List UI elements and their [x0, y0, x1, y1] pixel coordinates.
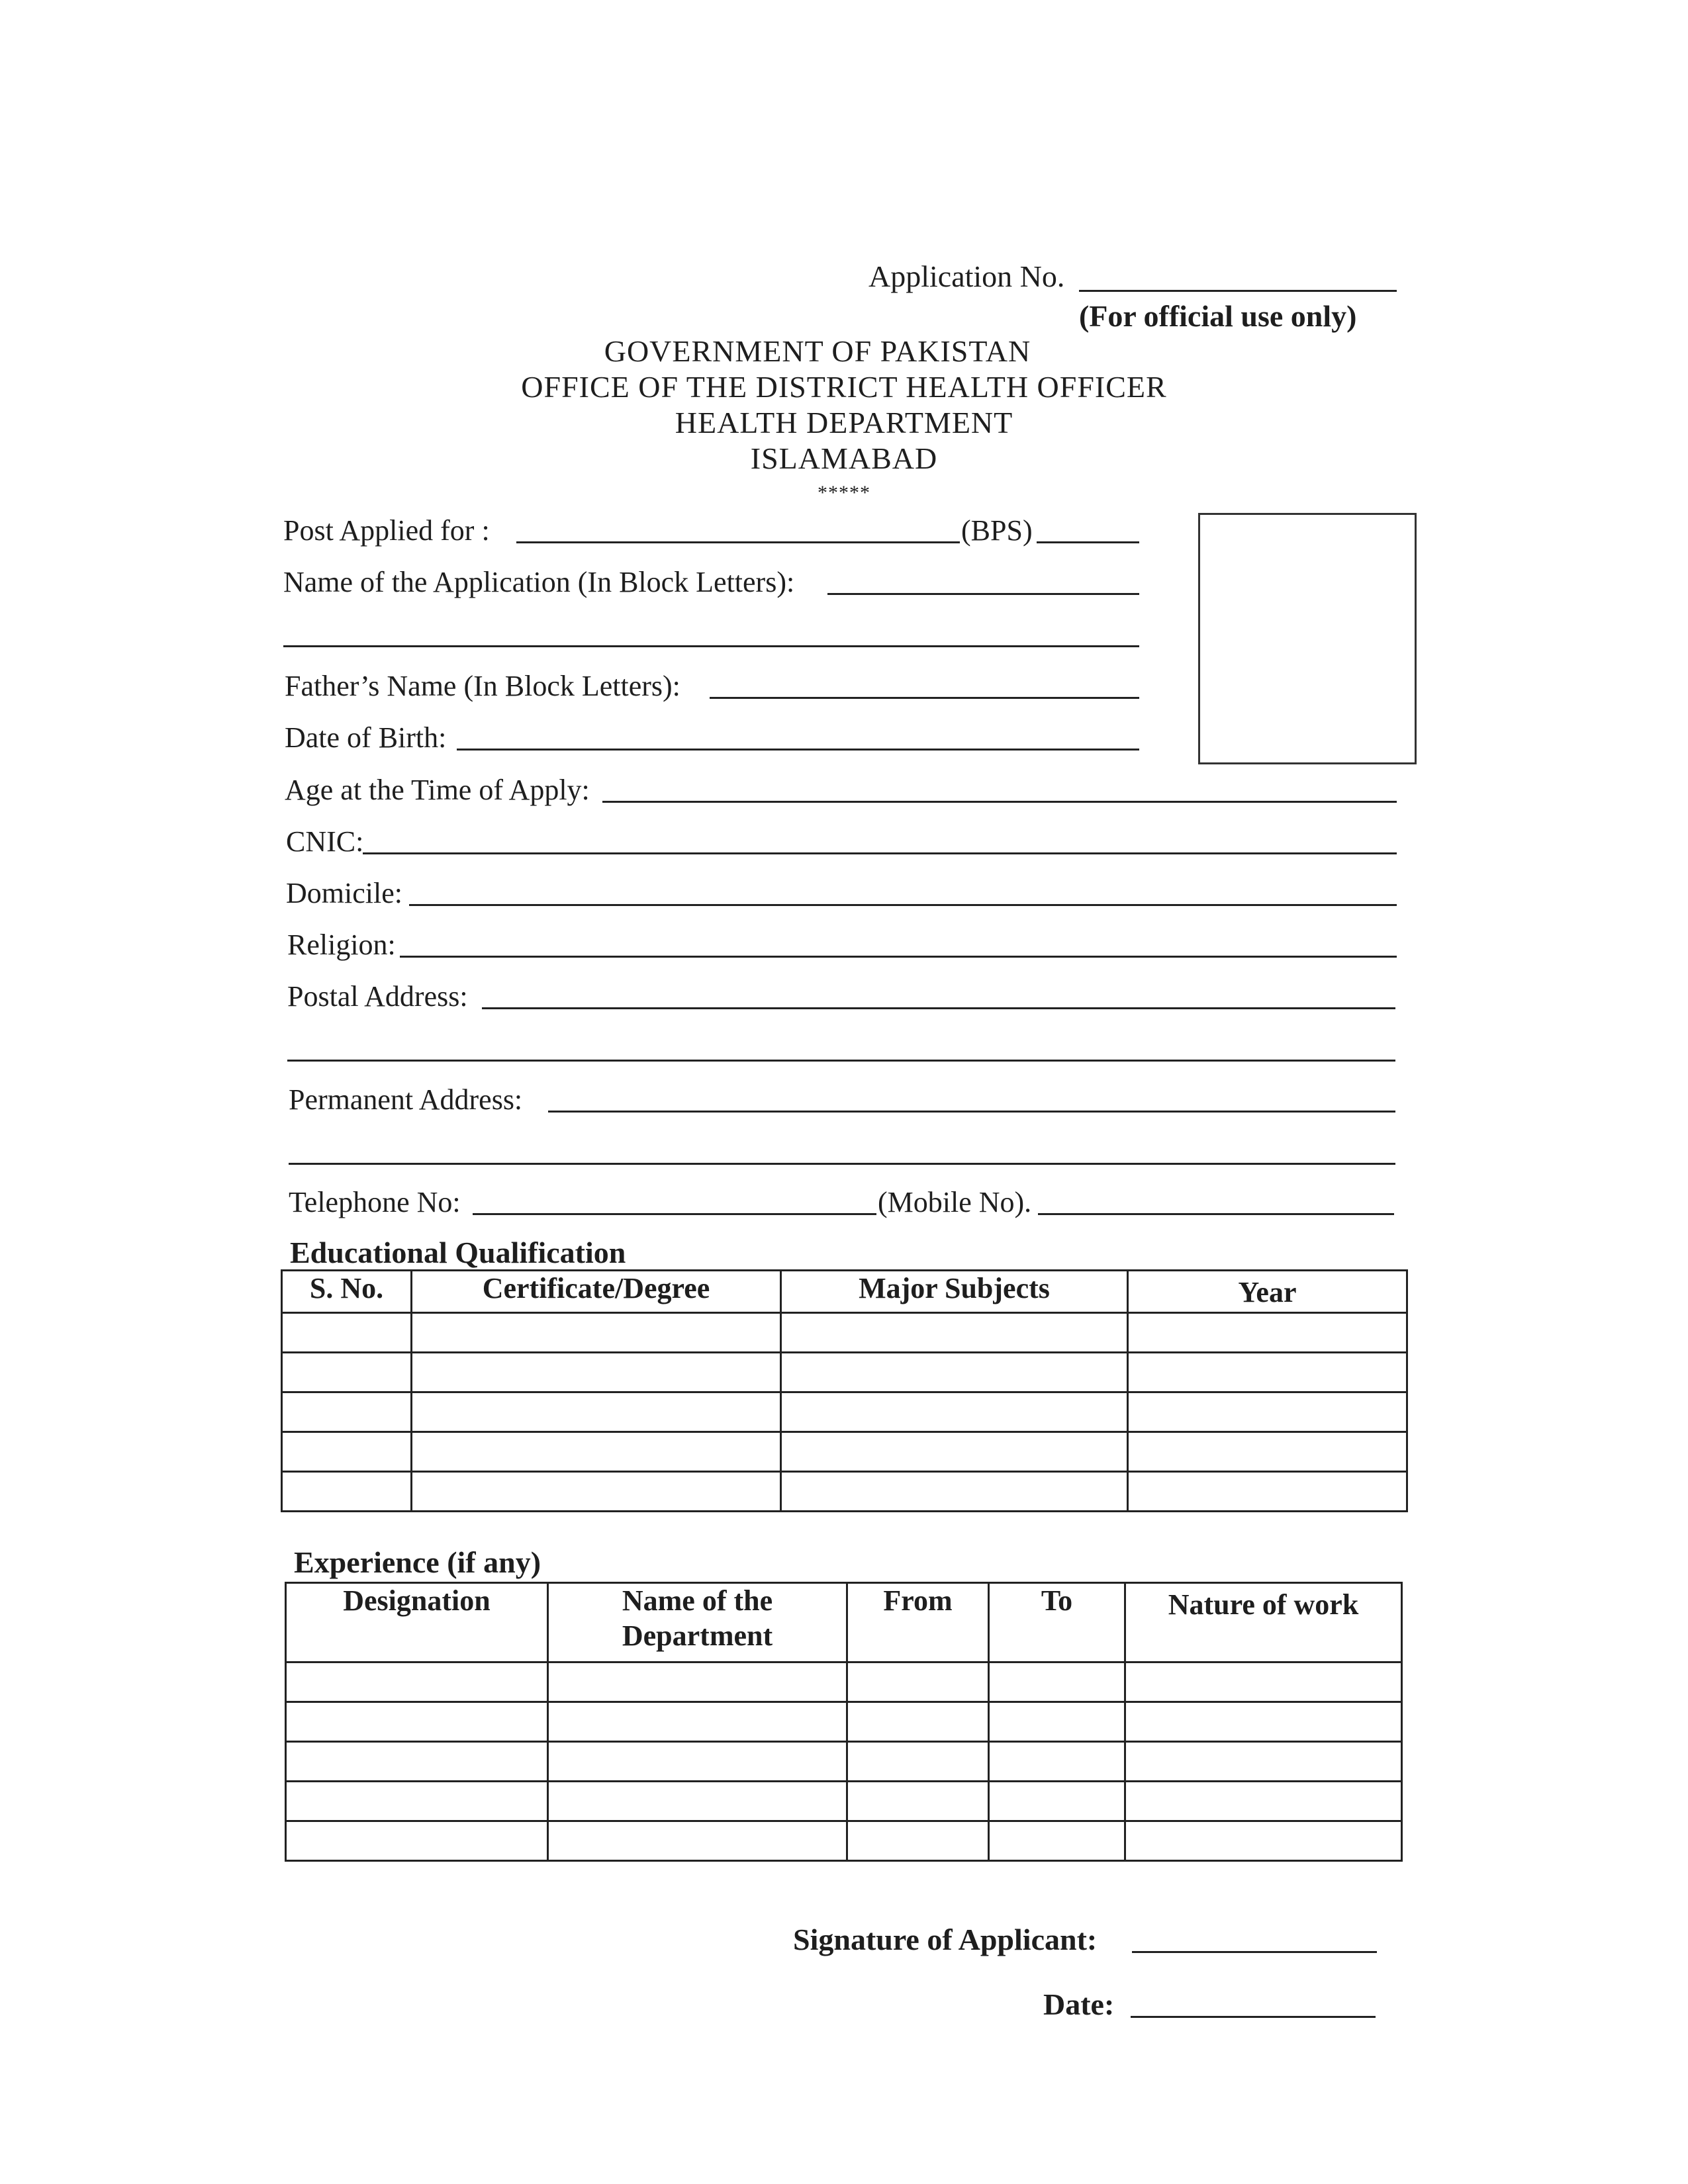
table-row [286, 1702, 1402, 1742]
applicant-name-line-2[interactable] [283, 645, 1139, 647]
mobile-line[interactable] [1038, 1213, 1394, 1215]
table-cell[interactable] [1125, 1742, 1402, 1782]
header-line-office: OFFICE OF THE DISTRICT HEALTH OFFICER [521, 370, 1167, 404]
education-col-subjects: Major Subjects [781, 1271, 1128, 1313]
table-row [282, 1392, 1407, 1432]
table-cell[interactable] [282, 1472, 412, 1512]
telephone-line[interactable] [473, 1213, 876, 1215]
permanent-address-line[interactable] [548, 1111, 1395, 1113]
applicant-name-label: Name of the Application (In Block Letters): [283, 566, 795, 598]
table-cell[interactable] [548, 1782, 847, 1821]
table-row [282, 1353, 1407, 1392]
postal-address-line[interactable] [482, 1007, 1395, 1009]
table-cell[interactable] [847, 1662, 989, 1702]
header-line-city: ISLAMABAD [750, 441, 938, 475]
table-cell[interactable] [989, 1742, 1125, 1782]
experience-col-to: To [989, 1583, 1125, 1662]
table-cell[interactable] [1128, 1313, 1407, 1353]
postal-address-line-2[interactable] [287, 1060, 1395, 1062]
table-cell[interactable] [412, 1392, 781, 1432]
table-cell[interactable] [1128, 1353, 1407, 1392]
table-cell[interactable] [1125, 1662, 1402, 1702]
table-cell[interactable] [282, 1432, 412, 1472]
experience-header-row [286, 1583, 1402, 1662]
signature-label: Signature of Applicant: [793, 1923, 1098, 1956]
table-cell[interactable] [548, 1702, 847, 1742]
applicant-name-line[interactable] [827, 593, 1139, 595]
application-no-line[interactable] [1079, 290, 1397, 292]
post-applied-line[interactable] [516, 541, 960, 543]
father-name-line[interactable] [710, 697, 1139, 699]
table-cell[interactable] [781, 1432, 1128, 1472]
table-row [282, 1432, 1407, 1472]
experience-col-nature: Nature of work [1125, 1583, 1402, 1662]
table-cell[interactable] [286, 1821, 548, 1861]
table-cell[interactable] [286, 1702, 548, 1742]
domicile-label: Domicile: [286, 877, 402, 909]
table-cell[interactable] [286, 1742, 548, 1782]
bps-label: (BPS) [961, 514, 1033, 547]
table-cell[interactable] [989, 1662, 1125, 1702]
education-col-certificate: Certificate/Degree [412, 1271, 781, 1313]
table-cell[interactable] [847, 1782, 989, 1821]
table-cell[interactable] [1125, 1821, 1402, 1861]
photo-box [1198, 513, 1417, 764]
permanent-address-line-2[interactable] [289, 1163, 1395, 1165]
table-cell[interactable] [548, 1742, 847, 1782]
table-cell[interactable] [286, 1662, 548, 1702]
education-header-row [282, 1271, 1407, 1313]
table-cell[interactable] [1125, 1702, 1402, 1742]
table-cell[interactable] [282, 1313, 412, 1353]
table-cell[interactable] [412, 1313, 781, 1353]
dob-label: Date of Birth: [285, 721, 447, 754]
header-line-government: GOVERNMENT OF PAKISTAN [604, 334, 1031, 368]
table-row [286, 1782, 1402, 1821]
experience-col-department: Name of the Department [548, 1583, 847, 1662]
table-cell[interactable] [548, 1662, 847, 1702]
table-cell[interactable] [1125, 1782, 1402, 1821]
table-cell[interactable] [781, 1392, 1128, 1432]
table-cell[interactable] [989, 1702, 1125, 1742]
permanent-address-label: Permanent Address: [289, 1083, 523, 1116]
table-cell[interactable] [1128, 1432, 1407, 1472]
table-cell[interactable] [847, 1742, 989, 1782]
father-name-label: Father’s Name (In Block Letters): [285, 670, 680, 702]
cnic-label: CNIC: [286, 825, 364, 858]
table-cell[interactable] [412, 1432, 781, 1472]
education-col-year: Year [1128, 1271, 1407, 1313]
education-col-sno: S. No. [282, 1271, 412, 1313]
official-use-note: (For official use only) [1079, 299, 1357, 333]
table-cell[interactable] [548, 1821, 847, 1861]
telephone-label: Telephone No: [289, 1186, 461, 1218]
education-table [281, 1269, 1408, 1512]
application-no-label: Application No. [868, 259, 1065, 293]
header-stars: ***** [818, 482, 870, 504]
dob-line[interactable] [457, 749, 1139, 751]
domicile-line[interactable] [409, 904, 1397, 906]
table-cell[interactable] [847, 1702, 989, 1742]
table-cell[interactable] [282, 1392, 412, 1432]
education-title: Educational Qualification [290, 1236, 626, 1269]
religion-label: Religion: [287, 929, 396, 961]
bps-line[interactable] [1037, 541, 1139, 543]
date-line[interactable] [1131, 2016, 1376, 2018]
table-cell[interactable] [781, 1353, 1128, 1392]
table-cell[interactable] [412, 1353, 781, 1392]
post-applied-label: Post Applied for : [283, 514, 490, 547]
table-cell[interactable] [1128, 1472, 1407, 1512]
table-row [286, 1821, 1402, 1861]
table-cell[interactable] [989, 1782, 1125, 1821]
experience-title: Experience (if any) [294, 1545, 541, 1579]
table-cell[interactable] [781, 1472, 1128, 1512]
experience-table [285, 1582, 1403, 1862]
table-cell[interactable] [781, 1313, 1128, 1353]
postal-address-label: Postal Address: [287, 980, 468, 1013]
cnic-line[interactable] [363, 852, 1397, 854]
experience-col-from: From [847, 1583, 989, 1662]
table-row [282, 1313, 1407, 1353]
table-row [286, 1742, 1402, 1782]
experience-col-designation: Designation [286, 1583, 548, 1662]
table-row [282, 1472, 1407, 1512]
age-line[interactable] [602, 801, 1397, 803]
table-cell[interactable] [1128, 1392, 1407, 1432]
signature-line[interactable] [1132, 1951, 1377, 1953]
mobile-label: (Mobile No). [878, 1186, 1032, 1218]
table-cell[interactable] [847, 1821, 989, 1861]
table-cell[interactable] [286, 1782, 548, 1821]
table-cell[interactable] [412, 1472, 781, 1512]
header-line-department: HEALTH DEPARTMENT [675, 406, 1013, 439]
table-row [286, 1662, 1402, 1702]
religion-line[interactable] [400, 956, 1397, 958]
table-cell[interactable] [989, 1821, 1125, 1861]
date-label: Date: [1043, 1987, 1115, 2021]
age-label: Age at the Time of Apply: [285, 774, 590, 806]
table-cell[interactable] [282, 1353, 412, 1392]
